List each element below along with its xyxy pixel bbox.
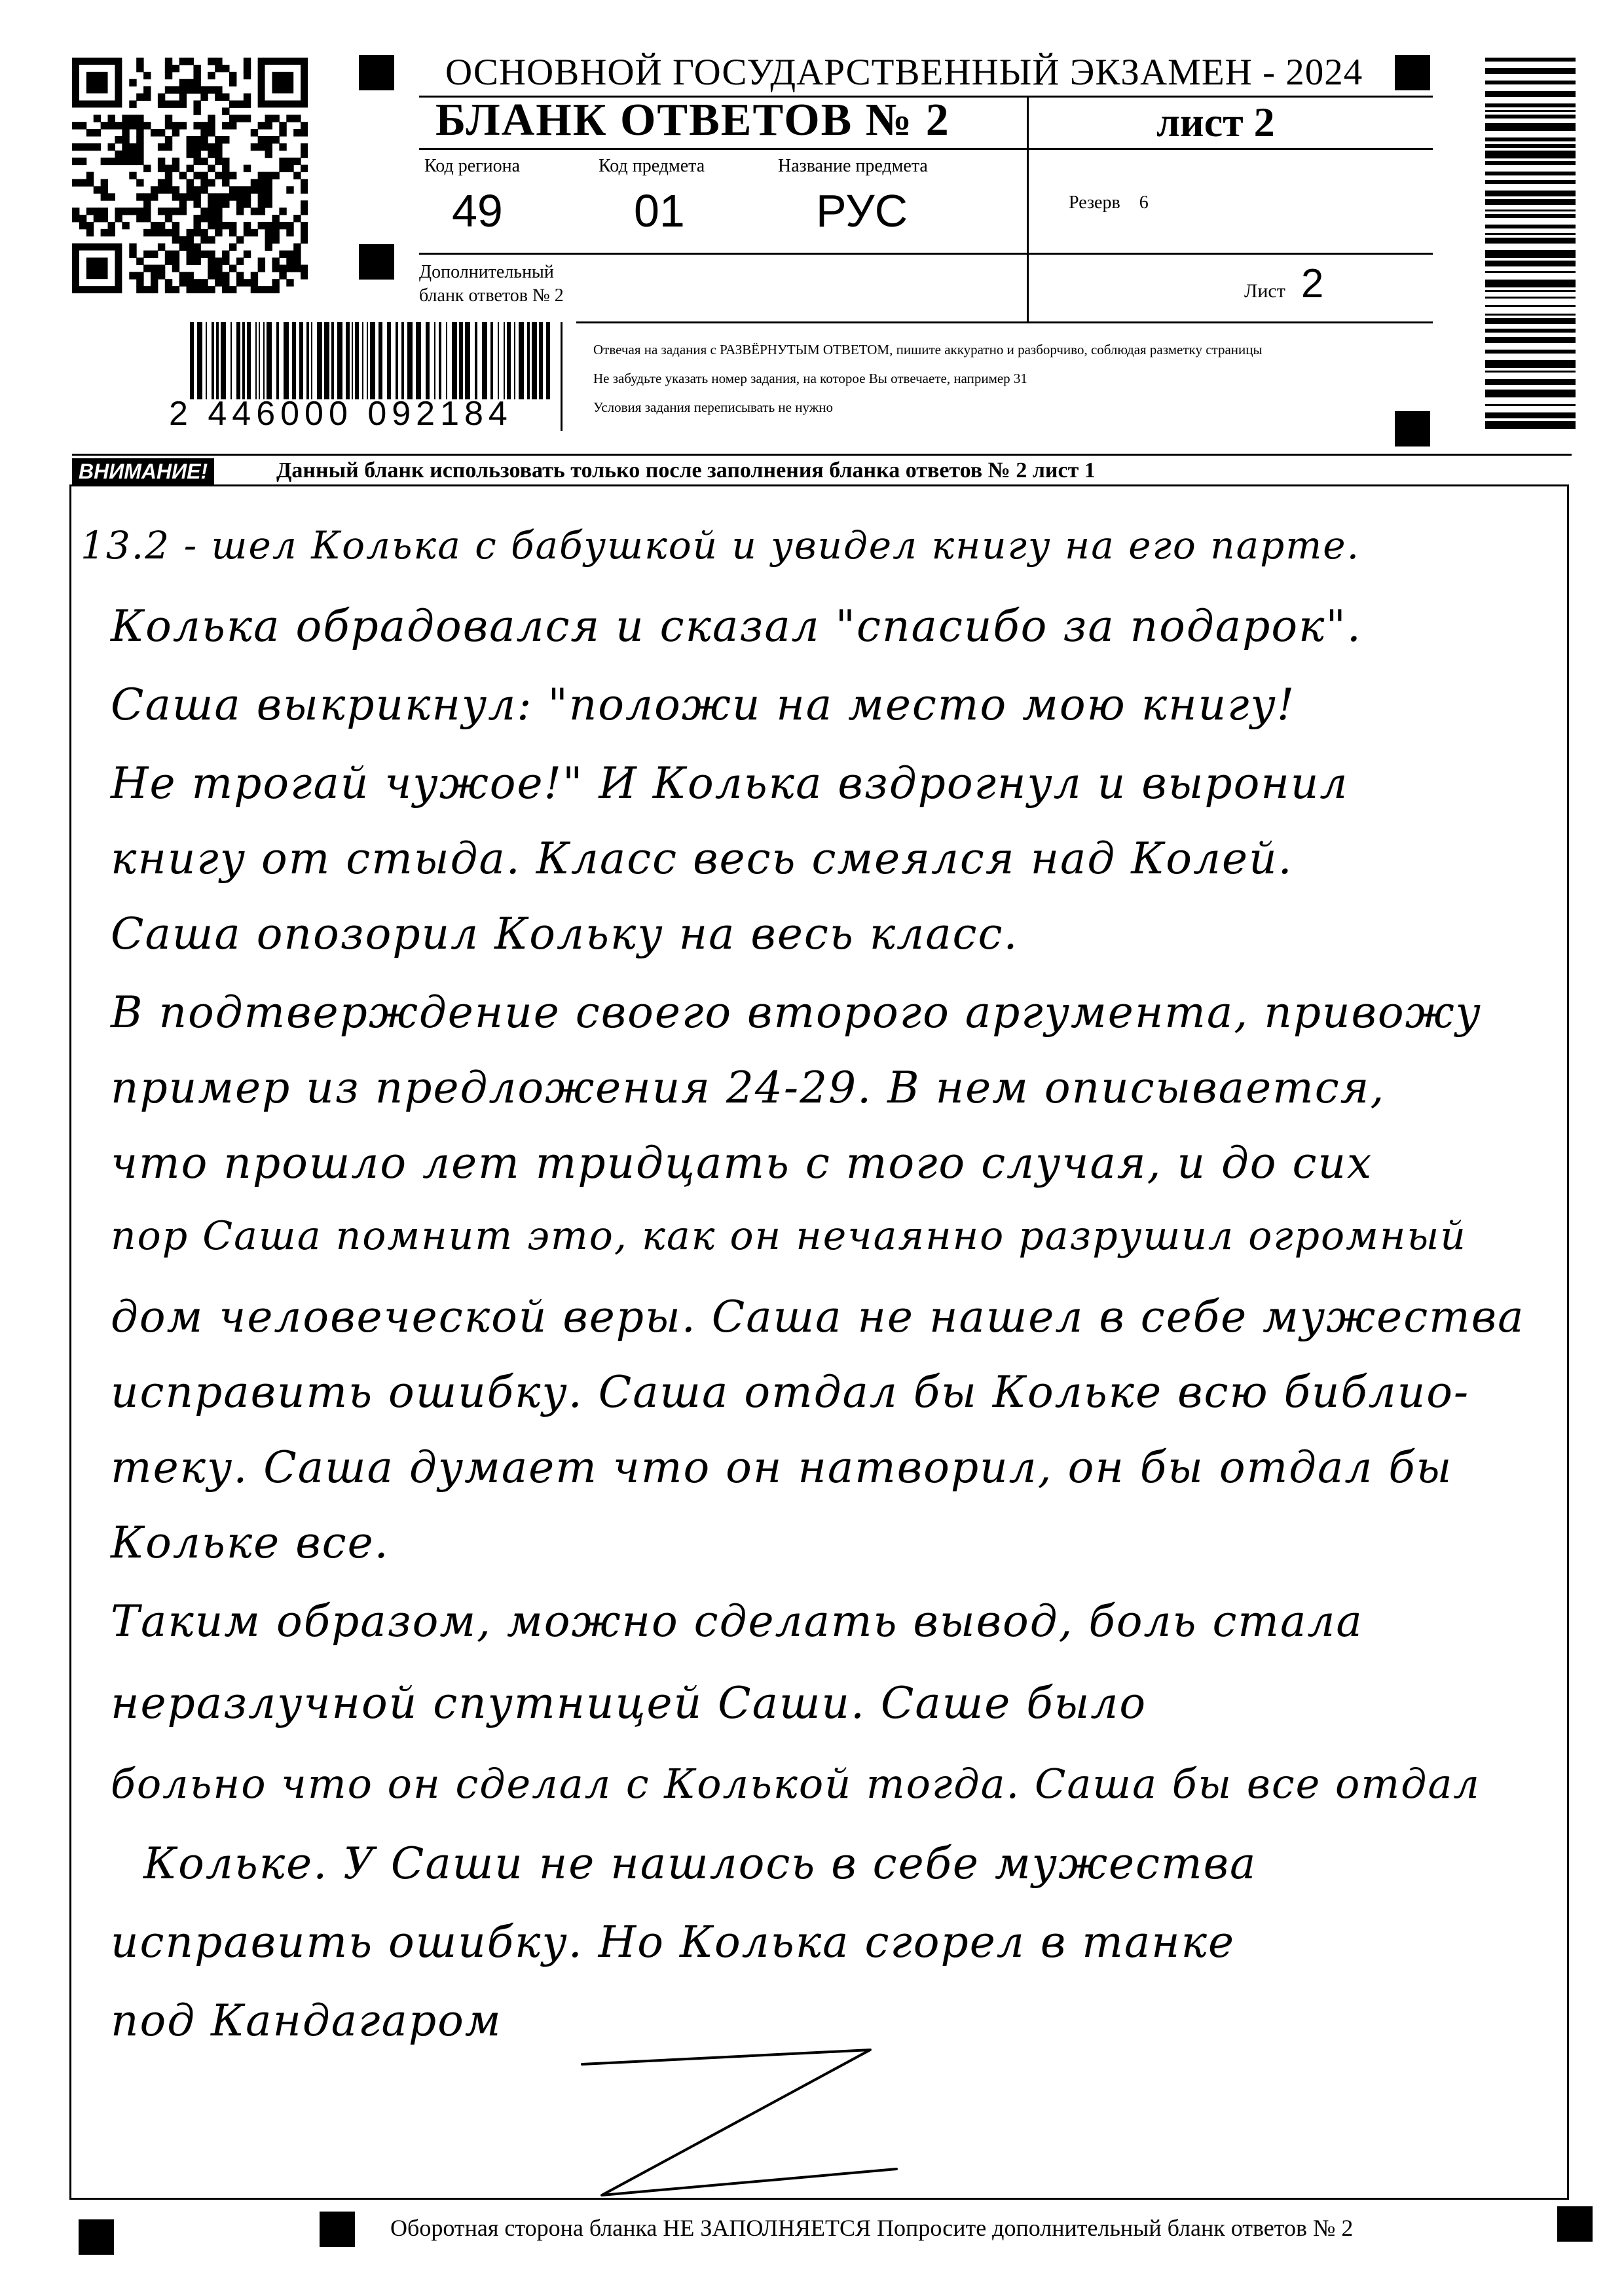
form-barcode xyxy=(187,322,554,399)
reserve-label xyxy=(1069,192,1149,213)
answer-line: теку. Саша думает что он натворил, он бы отдал бы xyxy=(111,1442,1453,1493)
answer-line: 13.2 - шел Колька с бабушкой и увидел книгу на его парте. xyxy=(81,523,1361,568)
sheet-number-value: 2 xyxy=(1301,261,1324,306)
warning-rule xyxy=(72,454,1572,456)
reserve-label-text: Резерв xyxy=(1069,192,1120,213)
header-rule-bottom xyxy=(576,321,1433,323)
warning-text: Данный бланк использовать только после заполнения бланка ответов № 2 лист 1 xyxy=(276,458,1096,483)
warning-badge: ВНИМАНИЕ! xyxy=(72,458,214,485)
alignment-marker-mid-right xyxy=(1395,411,1430,446)
instruction-1: Отвечая на задания с РАЗВЁРНУТЫМ ОТВЕТОМ, пишите аккуратно и разборчиво, соблюдая разметку страницы xyxy=(593,342,1263,357)
subject-code-value: 01 xyxy=(634,185,685,236)
footer-marker-mid xyxy=(320,2212,355,2247)
additional-form-label-line2: бланк ответов № 2 xyxy=(419,285,564,306)
form-title: БЛАНК ОТВЕТОВ № 2 xyxy=(435,95,950,145)
sheet-label: лист 2 xyxy=(1156,99,1275,145)
answer-line: Саша выкрикнул: "положи на место мою книгу! xyxy=(111,680,1296,730)
answer-line: Кольке все. xyxy=(111,1518,390,1568)
additional-form-label-line1: Дополнительный xyxy=(419,262,554,282)
alignment-marker-top-right xyxy=(1395,55,1430,90)
side-barcode xyxy=(1485,58,1576,434)
answer-line: пор Саша помнит это, как он нечаянно разрушил огромный xyxy=(111,1213,1467,1259)
answer-line: исправить ошибку. Саша отдал бы Кольке всю библио- xyxy=(111,1367,1470,1417)
subject-name-value: РУС xyxy=(816,185,908,236)
answer-line: больно что он сделал с Колькой тогда. Саша бы все отдал xyxy=(111,1760,1481,1808)
sheet-number-label: Лист xyxy=(1244,280,1285,302)
reserve-value: 6 xyxy=(1139,192,1149,213)
additional-form-label xyxy=(419,261,564,308)
alignment-marker-top-left xyxy=(359,55,394,90)
answer-line: книгу от стыда. Класс весь смеялся над Колей. xyxy=(111,833,1293,884)
footer-marker-right xyxy=(1557,2206,1593,2242)
sheet-number-field xyxy=(1244,261,1323,307)
answer-line: Таким образом, можно сделать вывод, боль стала xyxy=(111,1596,1363,1647)
header-rule-mid xyxy=(419,148,1433,150)
region-code-label: Код региона xyxy=(424,156,521,176)
exam-title: ОСНОВНОЙ ГОСУДАРСТВЕННЫЙ ЭКЗАМЕН - 2024 xyxy=(445,52,1363,93)
answer-line: Саша опозорил Кольку на весь класс. xyxy=(111,909,1019,959)
answer-line: исправить ошибку. Но Колька сгорел в танке xyxy=(111,1917,1236,1967)
footer-marker-left xyxy=(79,2219,114,2255)
instruction-3: Условия задания переписывать не нужно xyxy=(593,399,833,415)
alignment-marker-mid-left xyxy=(359,244,394,280)
answer-line: Кольке. У Саши не нашлось в себе мужества xyxy=(143,1838,1257,1889)
answer-line: неразлучной спутницей Саши. Саше было xyxy=(111,1678,1147,1728)
closing-z-mark xyxy=(504,2045,975,2202)
answer-line: Колька обрадовался и сказал "спасибо за подарок". xyxy=(111,601,1362,651)
answer-line: под Кандагаром xyxy=(111,1995,502,2046)
answer-area[interactable] xyxy=(69,484,1569,2200)
answer-line: что прошло лет тридцать с того случая, и до сих xyxy=(111,1138,1373,1188)
answer-line: дом человеческой веры. Саша не нашел в себе мужества xyxy=(111,1292,1525,1342)
answer-line: В подтверждение своего второго аргумента, привожу xyxy=(111,987,1482,1038)
answer-line: пример из предложения 24-29. В нем описывается, xyxy=(111,1063,1386,1113)
subject-code-label: Код предмета xyxy=(599,156,705,176)
barcode-number: 2 446000 092184 xyxy=(169,395,513,433)
header-divider xyxy=(1027,96,1029,321)
barcode-frame-right xyxy=(561,322,563,431)
instruction-2: Не забудьте указать номер задания, на которое Вы отвечаете, например 31 xyxy=(593,371,1027,386)
subject-name-label: Название предмета xyxy=(778,156,928,176)
footer-text: Оборотная сторона бланка НЕ ЗАПОЛНЯЕТСЯ Попросите дополнительный бланк ответов № 2 xyxy=(390,2215,1354,2241)
qr-code xyxy=(72,58,308,293)
answer-line: Не трогай чужое!" И Колька вздрогнул и выронил xyxy=(111,758,1349,809)
header-rule-lower xyxy=(419,253,1433,255)
region-code-value: 49 xyxy=(452,185,503,236)
